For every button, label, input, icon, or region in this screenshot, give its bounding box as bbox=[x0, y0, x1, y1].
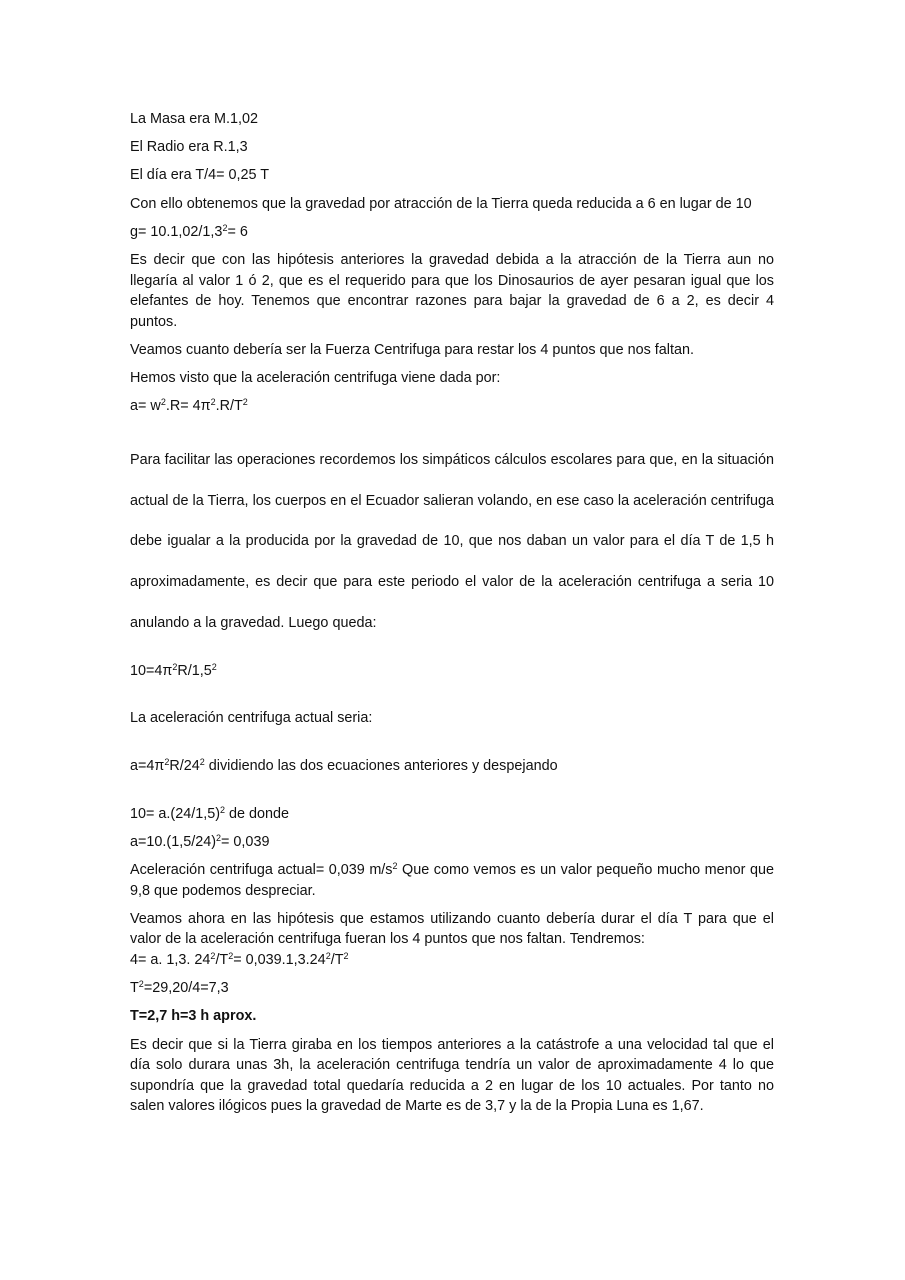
result-heading: T=2,7 h=3 h aprox. bbox=[130, 1008, 257, 1025]
current-acceleration-formula: $a=4\pi^2R/24^2$ dividiendo las dos ecuaciones anteriores y despejando bbox=[130, 757, 558, 775]
period-squared-equation: $T^2=29,20/4=7,3$ bbox=[130, 979, 229, 997]
school-calculation-paragraph: Para facilitar las operaciones recordemos los simpáticos cálculos escolares para que, en la situación actual de la Tierra, los cuerpos en el Ecuador salieran volando, en ese caso la aceleración centrifuga debe igualar a la producida por la gravedad de 10, que nos daban un valor para el día T de 1,5 h aproximadamente, es decir que para este periodo el valor de la aceleración centrifuga a seria 10 anulando a la gravedad. Luego queda: bbox=[130, 451, 774, 632]
document-page bbox=[130, 109, 774, 1117]
day-duration-paragraph: Veamos ahora en las hipótesis que estamos utilizando cuanto debería durar el día T para que el valor de la aceleración centrifuga fueran los 4 puntos que nos faltan. Tendremos: bbox=[130, 910, 774, 948]
equation-ten: $10=4\pi^2R/1,5^2$ bbox=[130, 661, 217, 679]
centrifugal-force-line: Veamos cuanto debería ser la Fuerza Centrifuga para restar los 4 puntos que nos faltan. bbox=[130, 341, 694, 358]
hypothesis-paragraph: Es decir que con las hipótesis anteriores la gravedad debida a la atracción de la Tierra aun no llegaría al valor 1 ó 2, que es el requerido para que los Dinosaurios de ayer pesaran igual que los elefantes de hoy. Tenemos que encontrar razones para bajar la gravedad de 6 a 2, es decir 4 puntos. bbox=[130, 251, 774, 330]
day-line: El día era T/4= 0,25 T bbox=[130, 167, 270, 184]
radius-line: El Radio era R.1,3 bbox=[130, 139, 248, 156]
current-acceleration-paragraph: Aceleración centrifuga actual= 0,039 $m/s^2$ Que como vemos es un valor pequeño mucho menor que 9,8 que podemos despreciar. bbox=[130, 861, 775, 899]
conclusion-paragraph: Es decir que si la Tierra giraba en los tiempos anteriores a la catástrofe a una velocidad tal que el día solo durara unas 3h, la aceleración centrifuga tendría un valor de aproximadamente 4 lo que supondría que la gravedad total quedaría reducida a 2 en lugar de los 10 actuales. Por tanto no salen valores ilógicos pues la gravedad de Marte es de 3,7 y la de la Propia Luna es 1,67. bbox=[130, 1036, 774, 1115]
four-points-equation: 4= a. 1,3. $24^2/T^2= 0,039.1,3.24^2/T^2$ bbox=[130, 950, 349, 968]
mass-line: La Masa era M.1,02 bbox=[130, 111, 258, 127]
gravity-formula: $g= 10.1,02/1,3^2= 6$ bbox=[130, 222, 248, 240]
current-acceleration-line: La aceleración centrifuga actual seria: bbox=[130, 710, 373, 727]
acceleration-formula: $a= w^2.R= 4\pi^2.R/T^2$ bbox=[130, 397, 248, 415]
acceleration-result: $a=10.(1,5/24)^2= 0,039$ bbox=[130, 832, 270, 850]
ratio-equation: $10= a.(24/1,5)^2$ de donde bbox=[130, 804, 290, 822]
acceleration-intro-line: Hemos visto que la aceleración centrifuga viene dada por: bbox=[130, 370, 501, 387]
gravity-intro-paragraph: Con ello obtenemos que la gravedad por atracción de la Tierra queda reducida a 6 en lugar de 10 bbox=[130, 195, 752, 212]
